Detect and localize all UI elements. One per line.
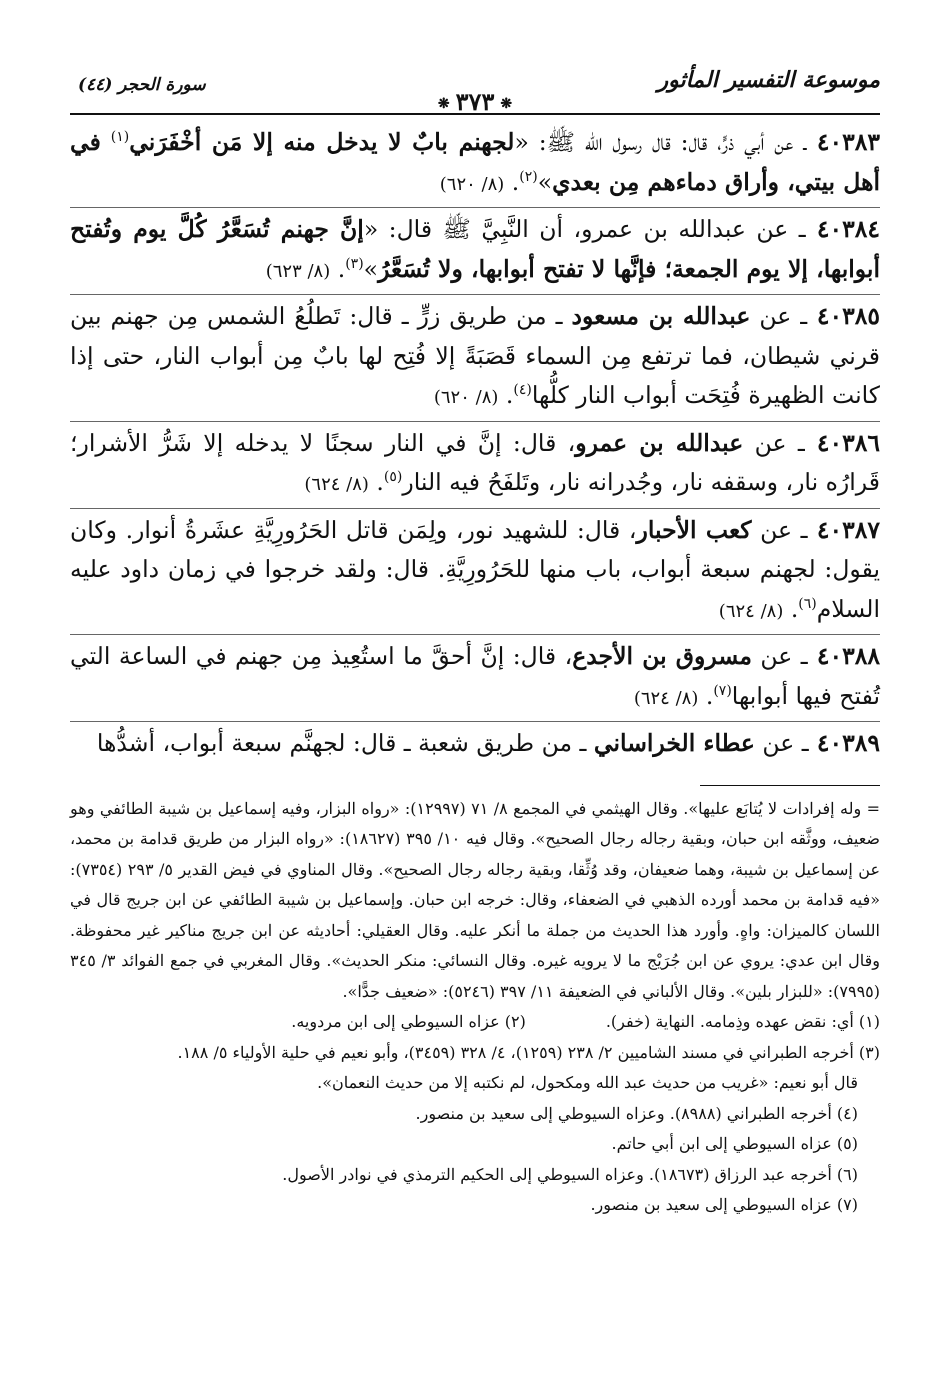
footnote-3-note: قال أبو نعيم: «غريب من حديث عبد الله ومكحول، لم نكتبه إلا من حديث النعمان». [317, 1073, 858, 1092]
hadith-entry [70, 509, 880, 636]
footnote-continuation: = وله إفرادات لا يُتابَع عليها». وقال الهيثمي في المجمع ٨/ ٧١ (١٢٩٩٧): «رواه البزار، وفيه إسماعيل بن شيبة الطائفي وهو ضعيف، ووثَّقه ابن حبان، وبقية رجاله رجال الصحيح». وقال فيه ١٠/ ٣٩٥ (١٨٦٢٧): «رواه البزار من طريق قدامة بن محمد، عن إسماعيل بن شيبة، وهما ضعيفان، وقد وُثِّقا، وبقية رجاله رجال الصحيح». وقال المناوي في فيض القدير ٥/ ٢٩٣ (٧٣٥٤): «فيه قدامة بن محمد أورده الذهبي في الضعفاء، وقال: خرجه ابن حبان. وإسماعيل بن شيبة الطائفي عن ابن جريج قال في اللسان كالميزان: واهٍ. وأورد هذا الحديث من جملة ما أنكر عليه. وقال العقيلي: أحاديثه عن ابن جريج مناكير غير محفوظة. وقال ابن عدي: يروي عن ابن جُرَيْج ما لا يرويه غيره. وقال النسائي: منكر الحديث». وقال المغربي في جمع الفوائد ٣/ ٣٤٥ (٧٩٩٥): «للبزار بلين». وقال الألباني في الضعيفة ١١/ ٣٩٧ (٥٢٤٦): «ضعيف جدًّا». [70, 798, 881, 1001]
entry-text: ـ عن عبدالله بن مسعود ـ من طريق زرٍّ ـ قال: تَطلُعُ الشمس مِن جهنم بين قرني شيطان، فما ترتفع مِن السماء قَصَبَةً إلا فُتِح لها بابٌ مِن أبواب النار، حتى إذا كانت الظهيرة فُتِحَت أبواب النار كلُّها$^{(٤)}$. (٨/ ٦٢٠) [70, 302, 880, 409]
footnote-row [70, 1007, 880, 1038]
footnote-1: (١) أي: نقض عهده وذِمامه. النهاية (خفر). [605, 1012, 880, 1031]
book-page [70, 55, 880, 1221]
book-title: موسوعة التفسير المأثور [657, 67, 880, 93]
hadith-entry [70, 295, 880, 422]
hadith-entry [70, 422, 880, 509]
entry-number: ٤٠٣٨٤ [805, 215, 880, 243]
entry-text: ـ عن عطاء الخراساني ـ من طريق شعبة ـ قال: لجهنَّم سبعة أبواب، أشدُّها [96, 729, 809, 757]
entry-number: ٤٠٣٨٩ [808, 729, 880, 757]
entry-text: ـ عن عبدالله بن عمرو، قال: إنَّ في النار سجنًا لا يدخله إلا شَرُّ الأشرار؛ قَرارُه نار، وسقفه نار، وجُدرانه نار، وتَلفَحُ فيه النار$^{(٥)}$. (٨/ ٦٢٤) [70, 428, 880, 496]
hadith-entry [70, 722, 880, 767]
ornament-icon: ❋ [437, 95, 450, 112]
hadith-entry [70, 121, 880, 208]
footnote-separator [700, 785, 880, 786]
entry-number: ٤٠٣٨٣ [806, 128, 880, 156]
page-header [70, 55, 880, 115]
ornament-icon: ❋ [500, 95, 513, 112]
hadith-entries [70, 121, 880, 767]
entry-text: ـ عن عبدالله بن عمرو، أن النَّبِيَّ ﷺ قال: «إنَّ جهنم تُسَعَّرُ كُلَّ يوم وتُفتح أبوابها، إلا يوم الجمعة؛ فإنَّها لا تفتح أبوابها، ولا تُسَعَّرُ»$^{(٣)}$. (٨/ ٦٢٣) [70, 215, 880, 283]
hadith-entry [70, 635, 880, 722]
entry-text: ـ عن كعب الأحبار، قال: للشهيد نور، ولِمَن قاتل الحَرُورِيَّةِ عشَرةُ أنوار. وكان يقول: لجهنم سبعة أبواب، باب منها للحَرُورِيَّةِ. قال: ولقد خرجوا في زمان داود عليه السلام$^{(٦)}$. (٨/ ٦٢٤) [70, 515, 880, 623]
entry-number: ٤٠٣٨٨ [807, 642, 880, 670]
page-number: ٣٧٣ [455, 87, 495, 116]
footnote-7: (٧) عزاه السيوطي إلى سعيد بن منصور. [590, 1195, 858, 1214]
entry-number: ٤٠٣٨٥ [807, 302, 880, 330]
entry-number: ٤٠٣٨٦ [804, 428, 880, 457]
hadith-entry [70, 208, 880, 295]
entry-text: ـ عن مسروق بن الأجدع، قال: إنَّ أحقَّ ما استُعِيذ مِن جهنم في الساعة التي تُفتح فيها أبوابها$^{(٧)}$. (٨/ ٦٢٤) [70, 642, 880, 710]
footnote-6: (٦) أخرجه عبد الرزاق (١٨٦٧٣). وعزاه السيوطي إلى الحكيم الترمذي في نوادر الأصول. [282, 1164, 858, 1184]
entry-number: ٤٠٣٨٧ [807, 515, 880, 544]
footnote-5: (٥) عزاه السيوطي إلى ابن أبي حاتم. [611, 1134, 858, 1153]
entry-text: ـ عن أبي ذرٍّ، قال: قال رسول الله ﷺ: «لجهنم بابٌ لا يدخل منه إلا مَن أخْفَرَني$^{(١)}$ في أهل بيتي، وأراق دماءهم مِن بعدي»$^{(٢)}$. (٨/ ٦٢٠) [70, 128, 880, 196]
footnotes [70, 794, 880, 1221]
footnote-4: (٤) أخرجه الطبراني (٨٩٨٨). وعزاه السيوطي إلى سعيد بن منصور. [415, 1103, 858, 1123]
surah-label: سورة الحجر (٤٤) [78, 75, 206, 95]
footnote-2: (٢) عزاه السيوطي إلى ابن مردويه. [291, 1012, 526, 1031]
footnote-3: (٣) أخرجه الطبراني في مسند الشاميين ٢/ ٢٣٨ (١٢٥٩)، ٤/ ٣٢٨ (٣٤٥٩)، وأبو نعيم في حلية الأولياء ٥/ ١٨٨. [177, 1042, 880, 1062]
